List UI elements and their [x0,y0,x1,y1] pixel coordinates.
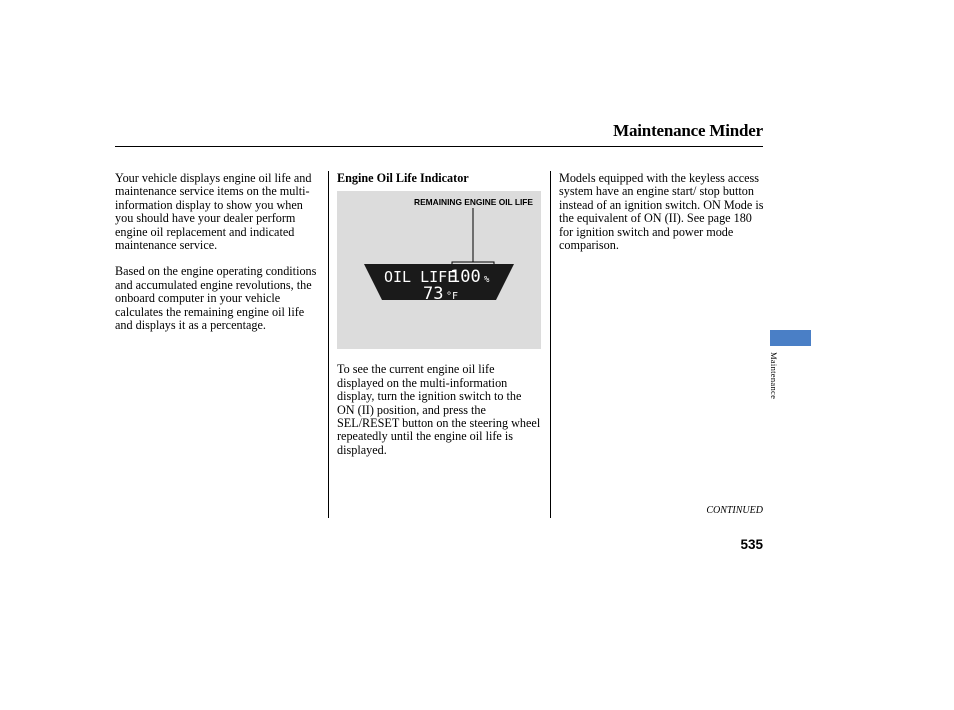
section-tab [770,330,811,346]
intro-paragraph-1: Your vehicle displays engine oil life and maintenance service items on the multi-information display to show you when you should have your dealer perform engine oil replacement and indicated maintenance service. [115,171,312,253]
section-tab-label: Maintenance [769,352,779,400]
display-oil-life-label: OIL LIFE [384,268,457,287]
display-oil-life-value: 100 [450,267,481,288]
figure-callout-label: REMAINING ENGINE OIL LIFE [414,197,533,208]
column-divider-1 [328,171,329,518]
continued-label: CONTINUED [706,505,763,516]
page-title: Maintenance Minder [613,121,763,140]
column-intro [115,172,323,345]
intro-paragraph-2: Based on the engine operating conditions and accumulated engine revolutions, the onboard computer in your vehicle calculates the remaining engine oil life and displays it as a percentage. [115,264,317,333]
section-heading: Engine Oil Life Indicator [337,171,469,185]
header-rule [115,146,763,147]
oil-life-paragraph: To see the current engine oil life displayed on the multi-information display, turn the ignition switch to the ON (II) position, and press the SEL/RESET button on the steering wheel repeatedly until the engine oil life is displayed. [337,362,541,457]
page-number: 535 [740,537,763,552]
display-percent-unit: % [484,275,490,286]
keyless-paragraph: Models equipped with the keyless access system have an engine start/ stop button instead of an ignition switch. ON Mode is the equivalent of ON (II). See page 180 for ignition switch and power mode comparison. [559,171,764,253]
oil-life-figure [337,191,541,349]
column-divider-2 [550,171,551,518]
display-temp-value: 73 [423,284,444,305]
display-illustration [337,191,541,349]
column-oil-life [337,172,541,470]
display-temp-unit: °F [446,291,459,303]
column-keyless [559,172,765,265]
